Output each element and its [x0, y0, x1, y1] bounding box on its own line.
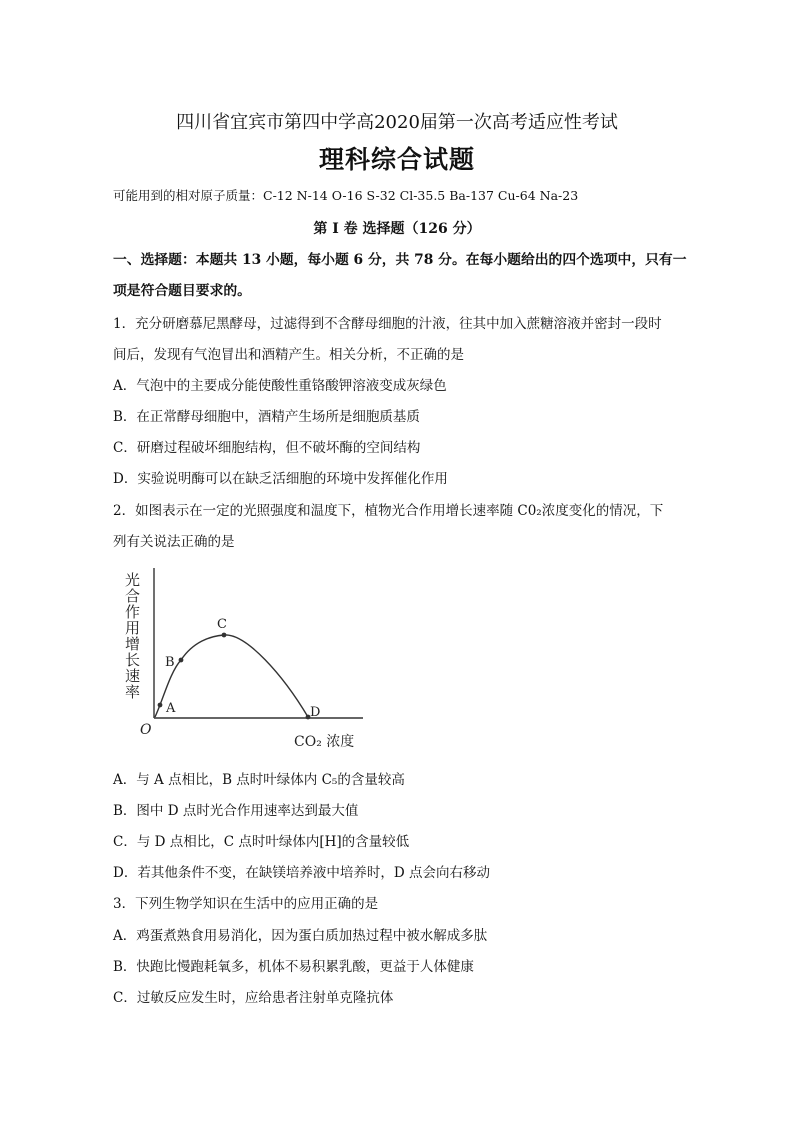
- graph-y-axis-label: 光合作用增长速率: [123, 572, 141, 700]
- q3-option-a: A．鸡蛋煮熟食用易消化，因为蛋白质加热过程中被水解成多肽: [113, 928, 488, 944]
- q1-stem-line-1: 1．充分研磨慕尼黑酵母，过滤得到不含酵母细胞的汁液，往其中加入蔗糖溶液并密封一段时: [113, 316, 662, 332]
- school-title: 四川省宜宾市第四中学高2020届第一次高考适应性考试: [176, 112, 618, 133]
- q3-stem: 3．下列生物学知识在生活中的应用正确的是: [113, 896, 379, 912]
- section-title: 第 I 卷 选择题（126 分）: [313, 221, 481, 237]
- q2-option-a: A．与 A 点相比，B 点时叶绿体内 C₅的含量较高: [113, 772, 405, 788]
- graph-x-axis-label: CO₂ 浓度: [294, 734, 355, 750]
- atomic-masses: 可能用到的相对原子质量：C-12 N-14 O-16 S-32 Cl-35.5 Ba-137 Cu-64 Na-23: [113, 188, 579, 203]
- q2-option-c: C．与 D 点相比，C 点时叶绿体内[H]的含量较低: [113, 834, 410, 850]
- graph-origin-label: O: [140, 722, 152, 738]
- graph-point-b: [179, 658, 184, 663]
- q1-option-b: B．在正常酵母细胞中，酒精产生场所是细胞质基质: [113, 409, 420, 425]
- q3-option-b: B．快跑比慢跑耗氧多，机体不易积累乳酸，更益于人体健康: [113, 959, 474, 975]
- graph-point-a: [158, 703, 163, 708]
- graph-label-a: A: [166, 701, 176, 716]
- q2-stem-line-2: 列有关说法正确的是: [113, 534, 235, 550]
- instructions-line-2: 项是符合题目要求的。: [113, 283, 251, 299]
- q1-option-a: A．气泡中的主要成分能使酸性重铬酸钾溶液变成灰绿色: [113, 378, 447, 394]
- q2-option-d: D．若其他条件不变，在缺镁培养液中培养时，D 点会向右移动: [113, 865, 490, 881]
- q2-stem-line-1: 2．如图表示在一定的光照强度和温度下，植物光合作用增长速率随 C0₂浓度变化的情况，下: [113, 503, 664, 519]
- q2-option-b: B．图中 D 点时光合作用速率达到最大值: [113, 803, 359, 819]
- instructions-line-1: 一、选择题：本题共 13 小题，每小题 6 分，共 78 分。在每小题给出的四个选项中，只有一: [113, 252, 687, 268]
- exam-title: 理科综合试题: [318, 145, 475, 174]
- q1-option-d: D．实验说明酶可以在缺乏活细胞的环境中发挥催化作用: [113, 471, 448, 487]
- q1-option-c: C．研磨过程破坏细胞结构，但不破坏酶的空间结构: [113, 440, 421, 456]
- q1-stem-line-2: 间后，发现有气泡冒出和酒精产生。相关分析，不正确的是: [113, 347, 464, 363]
- graph-label-d: D: [310, 705, 321, 720]
- graph-label-b: B: [165, 655, 175, 670]
- q3-option-c: C．过敏反应发生时，应给患者注射单克隆抗体: [113, 990, 394, 1006]
- graph-curve: [155, 635, 308, 717]
- graph-label-c: C: [217, 617, 227, 632]
- graph-point-c: [222, 633, 227, 638]
- co2-photosynthesis-graph: [118, 560, 378, 760]
